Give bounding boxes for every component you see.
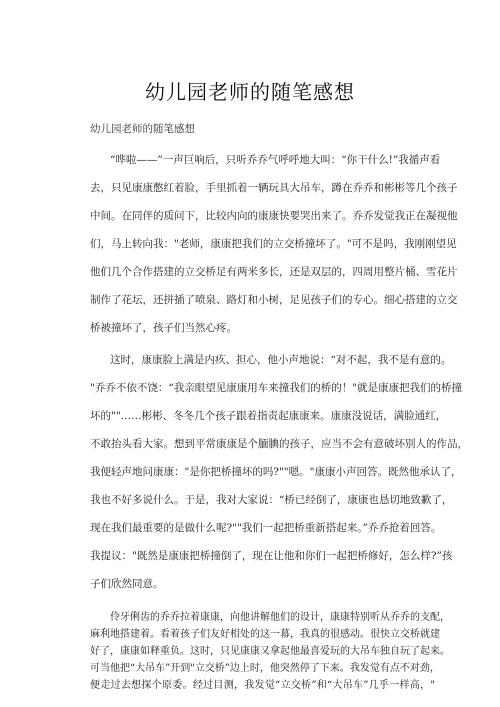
paragraph-1-line-1: “哗啦——”一声巨响后，只听乔乔气呼呼地大叫：“你干什么!”我循声看 (110, 154, 441, 166)
paragraph-1-line-2: 去，只见康康憋红着脸，手里抓着一辆玩具大吊车，蹲在乔乔和彬彬等几个孩子 (90, 182, 458, 194)
paragraph-2-line-8: 我提议："既然是康康把桥撞倒了，现在让他和你们一起把桥修好，怎么样?”孩 (90, 550, 453, 562)
paragraph-2-line-7: 现在我们最重要的是做什么呢?""我们一起把桥重新搭起来。”乔乔抢着回答。 (90, 522, 442, 534)
paragraph-2-line-5: 我便轻声地问康康："是你把桥撞坏的吗?""嗯。"康康小声回答。既然他承认了， (90, 466, 462, 478)
paragraph-3-line-3: 好了，康康如释重负。这时，只见康康又拿起他最喜爱玩的大吊车独自玩了起来。 (90, 646, 450, 657)
paragraph-2-line-1: 这时，康康脸上满是内疚、担心，他小声地说：“对不起，我不是有意的。 (110, 354, 452, 366)
paragraph-3-line-1: 伶牙俐齿的乔乔拉着康康，向他讲解他们的设计，康康特别听从乔乔的支配， (110, 612, 450, 623)
paragraph-1-line-6: 制作了花坛，还拼插了喷泉、路灯和小树，足见孩子们的专心。细心搭建的立交 (90, 294, 458, 306)
paragraph-1-line-5: 他们几个合作搭建的立交桥足有两米多长，还是双层的，四周用整片桶、雪花片 (90, 266, 458, 278)
paragraph-1-line-4: 们，马上转向我："老师，康康把我们的立交桥撞坏了。"可不是吗，我刚刚望见 (90, 238, 457, 250)
paragraph-3-line-2: 麻利地搭建着。看着孩子们友好相处的这一幕，我真的很感动。很快立交桥就建 (90, 629, 440, 640)
document-subtitle: 幼儿园老师的随笔感想 (90, 123, 195, 135)
paragraph-3-line-5: 便走过去想探个原委。经过目测，我发觉“立交桥”和“大吊车”几乎一样高，" (90, 680, 435, 691)
paragraph-2-line-4: 不敢抬头看大家。想到平常康康是个腼腆的孩子，应当不会有意破坏别人的作品， (90, 438, 468, 450)
paragraph-2-line-9: 子们欣然同意。 (90, 578, 164, 590)
paragraph-2-line-2: "乔乔不依不饶：“我亲眼望见康康用车来撞我们的桥的！"就是康康把我们的桥撞 (90, 382, 463, 394)
paragraph-1-line-3: 中间。在同伴的质问下，比较内向的康康快要哭出来了。乔乔发觉我正在凝视他 (90, 210, 458, 222)
paragraph-1-line-7: 桥被撞坏了，孩子们当然心疼。 (90, 322, 237, 334)
paragraph-3-line-4: 可当他把“大吊车”开到"立交桥”边上时，他突然停了下来。我发觉有点不对劲， (90, 663, 440, 674)
page-title: 幼儿园老师的随笔感想 (145, 80, 355, 104)
paragraph-2-line-3: 坏的""……彬彬、冬冬几个孩子跟着指责起康康来。康康没说话，满脸通红， (90, 410, 447, 422)
paragraph-2-line-6: 我也不好多说什么。于是，我对大家说：“桥已经倒了，康康也恳切地致歉了， (90, 494, 453, 506)
